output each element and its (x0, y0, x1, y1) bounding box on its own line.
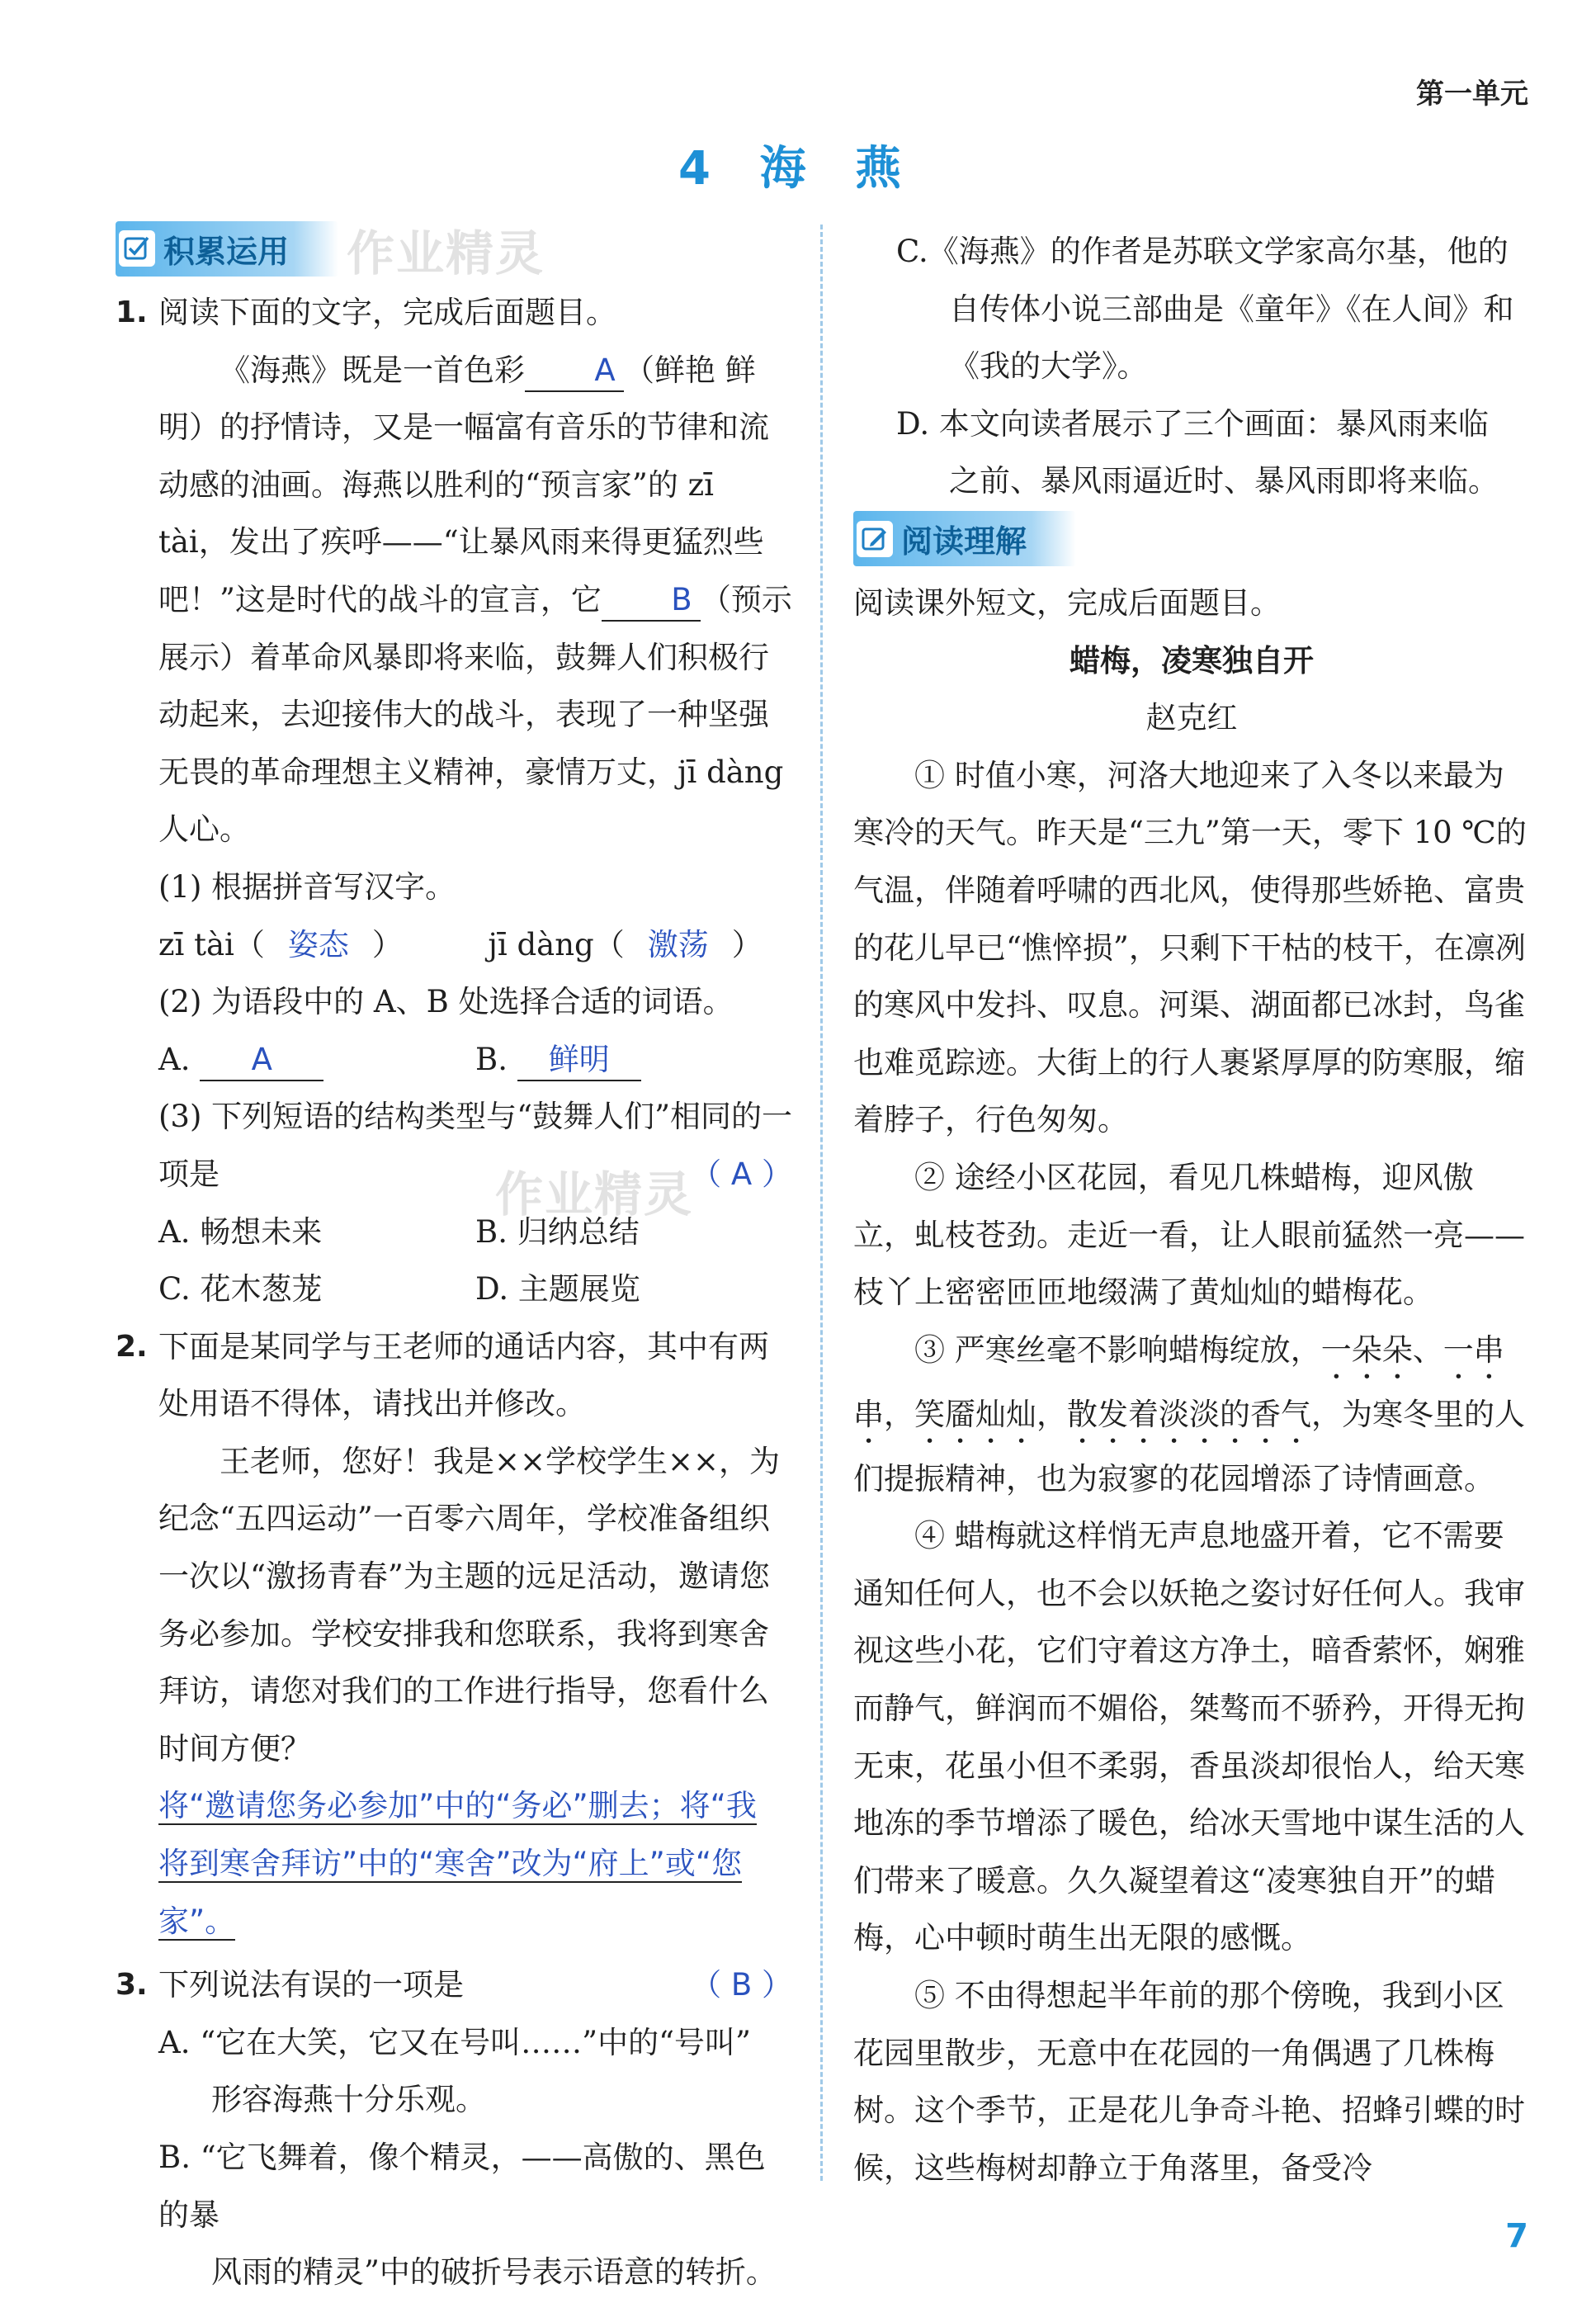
paragraph-2: ② 途经小区花园，看见几株蜡梅，迎风傲立，虬枝苍劲。走近一看，让人眼前猛然一亮——枝丫上密密匝匝地缀满了黄灿灿的蜡梅花。 (853, 1159, 1525, 1311)
reading-intro: 阅读课外短文，完成后面题目。 (853, 584, 1281, 621)
left-column (116, 223, 792, 2301)
answer-jidang: 激荡 (647, 926, 709, 962)
option-a: A. “它在大笑，它又在号叫……”中的“号叫” (158, 2024, 751, 2060)
section-reading (853, 513, 1530, 565)
option-a-cont: 形容海燕十分乐观。 (211, 2082, 486, 2118)
paragraph-3: ③ 严寒丝毫不影响蜡梅绽放，一朵朵、一串串，笑靥灿灿，散发着淡淡的香气，为寒冬里的人们提振精神，也为寂寥的花园增添了诗情画意。 (853, 1331, 1525, 1497)
options-row-1: A. 畅想未来 B. 归纳总结 (158, 1213, 640, 1250)
ab-answers: A. A B. 鲜明 (158, 1031, 792, 1089)
options-row-2: C. 花木葱茏 D. 主题展览 (158, 1271, 640, 1308)
emphasized-text: 一朵朵、一串串，笑靥灿灿，散发着淡淡的香气， (853, 1331, 1504, 1432)
checkbox-pen-icon (119, 230, 155, 267)
question-stem: 下面是某同学与王老师的通话内容，其中有两处用语不得体，请找出并修改。 (158, 1328, 769, 1422)
question-stem: 下列说法有误的一项是 （ B ） (158, 1956, 792, 2014)
phone-passage: 王老师，您好！我是××学校学生××，为纪念“五四运动”一百零六周年，学校准备组织一次以“激扬青春”为主题的远足活动，邀请您务必参加。学校安排我和您联系，我将到寒舍拜访，请您对我们的工作进行指导，您看什么时间方便？ (158, 1443, 781, 1766)
right-column (853, 223, 1530, 2197)
option-d-cont: 之前、暴风雨逼近时、暴风雨即将来临。 (949, 463, 1499, 499)
lesson-title: 4 海 燕 (678, 142, 918, 196)
pen-icon (857, 521, 893, 557)
question-stem: 阅读下面的文字，完成后面题目。 (158, 295, 616, 330)
option-b-cont: 风雨的精灵”中的破折号表示语意的转折。 (211, 2254, 777, 2291)
answer-3: （ B ） (691, 1967, 792, 2003)
blank-a: A (525, 351, 624, 392)
paragraph-4: ④ 蜡梅就这样悄无声息地盛开着，它不需要通知任何人，也不会以妖艳之姿讨好任何人。我审视这些小花，它们守着这方净土，暗香萦怀，娴雅而静气，鲜润而不媚俗，桀骜而不骄矜，开得无拘无束，花虽小但不柔弱，香虽淡却很怡人，给天寒地冻的季节增添了暖色，给冰天雪地中谋生活的人们带来了暖意。久久凝望着这“凌寒独自开”的蜡梅，心中顿时萌生出无限的感慨。 (853, 1518, 1525, 1956)
option-b: B. “它飞舞着，像个精灵，——高傲的、黑色的暴 (158, 2140, 766, 2233)
answer-zitai: 姿态 (287, 926, 349, 962)
article-author: 赵克红 (1145, 700, 1238, 736)
answer-line: 将到寒舍拜访”中的“寒舍”改为“府上”或“您家”。 (158, 1846, 743, 1939)
section-title: 积累运用 (163, 233, 290, 270)
page-number: 7 (1505, 2217, 1528, 2255)
answer-b: 鲜明 (517, 1040, 641, 1081)
question-number: 1. (116, 296, 148, 329)
option-c-cont: 《我的大学》。 (949, 348, 1148, 385)
article-title: 蜡梅，凌寒独自开 (1070, 642, 1314, 679)
answer-a: A (200, 1040, 323, 1081)
section-title: 阅读理解 (901, 523, 1027, 560)
question-number: 3. (116, 1968, 148, 2003)
unit-label: 第一单元 (1416, 78, 1528, 111)
question-2 (116, 1318, 792, 1951)
blank-b: B (602, 580, 701, 622)
pinyin-answers: zī tài（ 姿态 ） jī dàng（ 激荡 ） (158, 916, 792, 974)
watermark: 作业精灵 (347, 225, 545, 281)
option-c: C.《海燕》的作者是苏联文学家高尔基，他的 (896, 234, 1509, 269)
sub-question-3: (3) 下列短语的结构类型与“鼓舞人们”相同的一项是 （ A ） (158, 1088, 792, 1203)
watermark: 作业精灵 (495, 1166, 694, 1222)
column-divider (820, 225, 823, 2181)
sub-question-2: (2) 为语段中的 A、B 处选择合适的词语。 (158, 984, 734, 1020)
section-accumulate (116, 223, 792, 274)
passage: 《海燕》既是一首色彩 A （鲜艳 鲜明）的抒情诗，又是一幅富有音乐的节律和流动感的油画。海燕以胜利的“预言家”的 zī tài，发出了疾呼——“让暴风雨来得更猛烈些吧！”这是时代的战斗的宣言，它 B （预示 展示）着革命风暴即将来临，鼓舞人们积极行动起来，去迎接伟大的战斗，表现了一种坚强无畏的革命理想主义精神，豪情万丈，jī dàng 人心。 (158, 352, 792, 848)
option-c-cont: 自传体小说三部曲是《童年》《在人间》和 (949, 291, 1514, 327)
answer-3: （ A ） (691, 1156, 792, 1192)
paragraph-5: ⑤ 不由得想起半年前的那个傍晚，我到小区花园里散步，无意中在花园的一角偶遇了几株梅树。这个季节，正是花儿争奇斗艳、招蜂引蝶的时候，这些梅树却静立于角落里，备受冷 (853, 1978, 1525, 2186)
question-3 (116, 1956, 792, 2301)
answer-line: 将“邀请您务必参加”中的“务必”删去；将“我 (158, 1788, 757, 1824)
option-d: D. 本文向读者展示了三个画面：暴风雨来临 (896, 405, 1489, 442)
question-1 (116, 284, 792, 1318)
sub-question-1: (1) 根据拼音写汉字。 (158, 868, 456, 905)
question-number: 2. (116, 1329, 148, 1364)
paragraph-1: ① 时值小寒，河洛大地迎来了入冬以来最为寒冷的天气。昨天是“三九”第一天，零下 10 ℃的气温，伴随着呼啸的西北风，使得那些娇艳、富贵的花儿早已“憔悴损”，只剩下干枯的枝干，在凛冽的寒风中发抖、叹息。河渠、湖面都已冰封，鸟雀也难觅踪迹。大街上的行人裹紧厚厚的防寒服，缩着脖子，行色匆匆。 (853, 757, 1527, 1138)
